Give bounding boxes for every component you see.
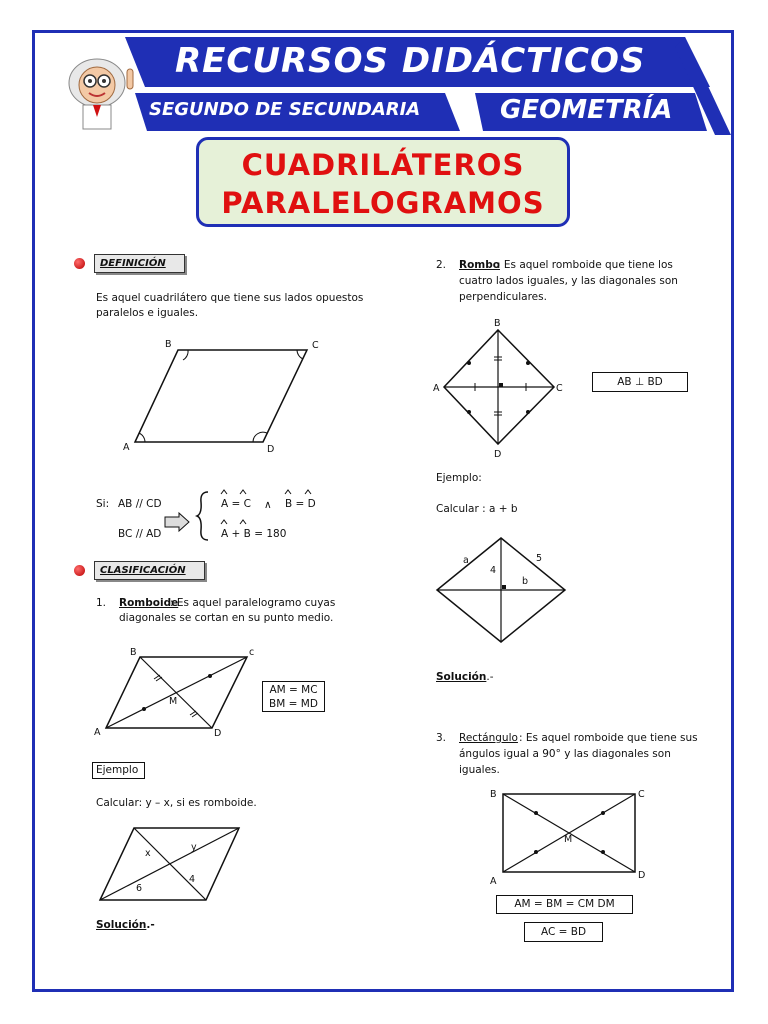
- si-label: Si:: [96, 498, 110, 510]
- rombo-label-c: C: [556, 383, 563, 394]
- ejemplo-box: Ejemplo: [92, 762, 145, 779]
- item-2-name: Rombo: [459, 259, 500, 271]
- definition-text-line-1: Es aquel cuadrilátero que tiene sus lados opuestos: [96, 292, 364, 304]
- banner-title: RECURSOS DIDÁCTICOS: [175, 41, 646, 81]
- ex2-label-a: a: [463, 555, 469, 566]
- rombo-label-b: B: [494, 318, 501, 329]
- title-line-1: CUADRILÁTEROS: [241, 148, 525, 182]
- red-bullet-icon: [74, 565, 85, 576]
- example-1-figure: [96, 825, 246, 905]
- item-1-name: Romboide: [119, 597, 179, 609]
- condition-bc-ad: BC // AD: [118, 528, 162, 540]
- parallelogram-figure: [115, 335, 325, 460]
- rect-label-c: C: [638, 789, 645, 800]
- definition-text-line-2: paralelos e iguales.: [96, 307, 199, 319]
- definition-tag: DEFINICIÓN: [94, 254, 185, 273]
- romboide-property-bm-md: BM = MD: [269, 698, 318, 710]
- curly-brace-icon: [196, 490, 210, 542]
- result-angles-a-c: A = C: [221, 498, 251, 510]
- romboide-label-m: M: [169, 696, 178, 707]
- item-2-text-line-2: cuatro lados iguales, y las diagonales son: [459, 275, 678, 287]
- item-1-text-line-1: : Es aquel paralelogramo cuyas: [170, 597, 336, 609]
- red-bullet-icon: [74, 258, 85, 269]
- ex2-label-5: 5: [536, 553, 543, 564]
- example-2-figure: [434, 536, 569, 646]
- ex1-label-y: y: [191, 842, 197, 853]
- banner-level: SEGUNDO DE SECUNDARIA: [149, 99, 421, 120]
- rombo-figure: [432, 316, 562, 462]
- romboide-label-a: A: [94, 727, 101, 738]
- vertex-label-c: C: [312, 340, 319, 351]
- item-2-text-line-1: : Es aquel romboide que tiene los: [497, 259, 673, 271]
- rect-label-b: B: [490, 789, 497, 800]
- result-sum-180: A + B = 180: [221, 528, 287, 540]
- implication-arrow-icon: [163, 512, 191, 532]
- condition-ab-cd: AB // CD: [118, 498, 162, 510]
- ex1-label-x: x: [145, 848, 151, 859]
- item-3-text-line-1: : Es aquel romboide que tiene sus: [519, 732, 698, 744]
- item-3-text-line-3: iguales.: [459, 764, 500, 776]
- definition-section-heading: [74, 254, 185, 273]
- solucion-1: Solución.-: [96, 919, 155, 931]
- rect-label-a: A: [490, 876, 497, 887]
- romboide-property-box: [262, 681, 325, 712]
- header-banner: [35, 33, 731, 135]
- calc-1-text: Calcular: y – x, si es romboide.: [96, 797, 257, 809]
- banner-subject: GEOMETRÍA: [500, 95, 673, 125]
- result-angles-b-d: B = D: [285, 498, 316, 510]
- item-2-text-line-3: perpendiculares.: [459, 291, 547, 303]
- ejemplo-2-label: Ejemplo:: [436, 472, 482, 484]
- item-3-name: Rectángulo: [459, 732, 518, 744]
- item-2-number: 2.: [436, 259, 447, 271]
- rect-property-box-1: AM = BM = CM DM: [496, 895, 633, 914]
- document-title-box: [196, 137, 570, 227]
- vertex-label-d: D: [267, 444, 275, 455]
- romboide-label-d: D: [214, 728, 222, 739]
- solucion-2: Solución.-: [436, 671, 494, 683]
- item-3-text-line-2: ángulos igual a 90° y las diagonales son: [459, 748, 671, 760]
- title-line-2: PARALELOGRAMOS: [221, 186, 545, 220]
- romboide-figure: [92, 645, 272, 740]
- vertex-label-a: A: [123, 442, 130, 453]
- romboide-label-c: c: [249, 647, 255, 658]
- rombo-label-a: A: [433, 383, 440, 394]
- romboide-property-am-mc: AM = MC: [269, 684, 318, 696]
- item-1-number: 1.: [96, 597, 107, 609]
- romboide-label-b: B: [130, 647, 137, 658]
- classification-tag: CLASIFICACIÓN: [94, 561, 205, 580]
- calc-2-text: Calcular : a + b: [436, 503, 518, 515]
- rect-label-m: M: [564, 834, 573, 845]
- rectangle-figure: [486, 786, 651, 888]
- rect-label-d: D: [638, 870, 646, 881]
- ex2-label-4: 4: [490, 565, 497, 576]
- item-1-text-line-2: diagonales se cortan en su punto medio.: [119, 612, 334, 624]
- rombo-label-d: D: [494, 449, 502, 460]
- ex1-label-6: 6: [136, 883, 143, 894]
- rombo-property-box: AB ⊥ BD: [592, 372, 688, 392]
- and-symbol: ∧: [264, 499, 272, 511]
- ex1-label-4: 4: [189, 874, 196, 885]
- rect-property-box-2: AC = BD: [524, 922, 603, 942]
- item-3-number: 3.: [436, 732, 447, 744]
- classification-section-heading: [74, 561, 205, 580]
- vertex-label-b: B: [165, 339, 172, 350]
- angle-hat-marks: [218, 488, 318, 524]
- ex2-label-b: b: [522, 576, 529, 587]
